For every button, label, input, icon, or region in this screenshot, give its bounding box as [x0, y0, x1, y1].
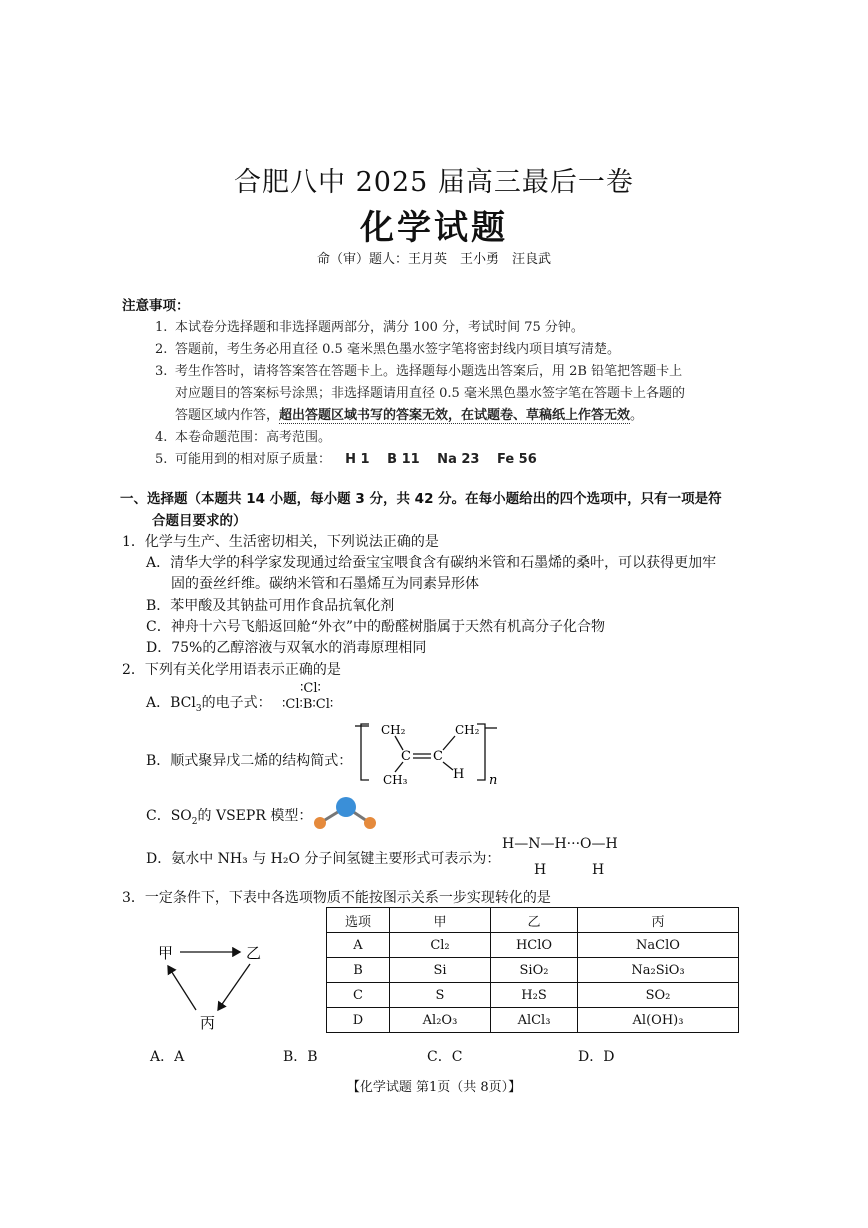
ch3-group: CH₃	[383, 773, 408, 787]
atomic-masses: H 1 B 11 Na 23 Fe 56	[345, 452, 537, 467]
section-heading-line1: 一、选择题（本题共 14 小题，每小题 3 分，共 42 分。在每小题给出的四个选项中，只有一项是符	[120, 491, 722, 507]
q3-option-b: B．B	[283, 1049, 318, 1065]
table-cell: D	[327, 1008, 390, 1033]
subject-title: 化学试题	[360, 208, 508, 248]
table-row	[327, 1008, 739, 1033]
q2-stem: 2．下列有关化学用语表示正确的是	[122, 662, 341, 678]
node-bing: 丙	[200, 1014, 216, 1032]
q2-option-d: D．氨水中 NH₃ 与 H₂O 分子间氢键主要形式可表示为：	[146, 851, 501, 867]
node-yi: 乙	[246, 944, 262, 962]
q1-stem: 1．化学与生产、生活密切相关，下列说法正确的是	[122, 534, 439, 550]
q2-option-a	[146, 692, 272, 714]
lewis-top: ∶Cl∶	[300, 681, 321, 696]
bcl3-lewis-structure	[282, 681, 334, 713]
note-num: 4.	[155, 430, 168, 445]
table-cell: Al₂O₃	[390, 1008, 491, 1033]
table-header: 甲	[390, 908, 491, 933]
node-jia: 甲	[158, 944, 174, 962]
exam-title: 合肥八中 2025 届高三最后一卷	[234, 167, 634, 198]
table-header-row	[327, 908, 739, 933]
o-bottom-h: H	[592, 862, 605, 878]
table-row	[327, 983, 739, 1008]
note-4	[155, 426, 331, 445]
table-row	[327, 933, 739, 958]
note-num: 5.	[155, 452, 168, 467]
table-cell: Cl₂	[390, 933, 491, 958]
note-num: 2.	[155, 342, 168, 357]
lewis-middle: ∶Cl∶B∶Cl∶	[282, 697, 334, 712]
table-header: 丙	[578, 908, 739, 933]
q1-option-a: A．清华大学的科学家发现通过给蚕宝宝喂食含有碳纳米管和石墨烯的桑叶，可以获得更加牢	[146, 555, 717, 571]
q3-option-d: D．D	[578, 1049, 615, 1065]
authors-line: 命（审）题人：王月英 王小勇 汪良武	[316, 252, 551, 267]
carbon-left: C	[401, 749, 411, 764]
notes-heading: 注意事项：	[122, 298, 190, 314]
ch2-left: CH₂	[381, 723, 406, 737]
option-text: 的电子式：	[201, 695, 272, 711]
note-text: 。	[630, 408, 644, 423]
table-cell: HClO	[491, 933, 578, 958]
note-text: 本试卷分选择题和非选择题两部分，满分 100 分，考试时间 75 分钟。	[175, 320, 584, 335]
table-cell: Na₂SiO₃	[578, 958, 739, 983]
table-cell: NaClO	[578, 933, 739, 958]
table-cell: SiO₂	[491, 958, 578, 983]
formula: SO	[170, 808, 192, 824]
repeat-n: n	[489, 773, 498, 788]
carbon-right: C	[433, 749, 443, 764]
note-3-line2: 对应题目的答案标号涂黑；非选择题请用直径 0.5 毫米黑色墨水签字笔在答题卡上各题的	[175, 386, 685, 401]
table-cell: H₂S	[491, 983, 578, 1008]
note-text: 考生作答时，请将答案答在答题卡上。选择题每小题选出答案后，用 2B 铅笔把答题卡上	[175, 364, 683, 379]
option-text: 的 VSEPR 模型：	[197, 808, 313, 824]
note-text: 本卷命题范围：高考范围。	[175, 430, 332, 445]
note-2	[155, 338, 620, 357]
note-text: 答题前，考生务必用直径 0.5 毫米黑色墨水签字笔将密封线内项目填写清楚。	[175, 342, 620, 357]
table-cell: SO₂	[578, 983, 739, 1008]
n-bottom-h: H	[534, 862, 547, 878]
hydrogen-bond-chain: H—N—H···O—H	[502, 836, 618, 852]
q1-option-b: B．苯甲酸及其钠盐可用作食品抗氧化剂	[146, 598, 395, 614]
note-3-line1	[155, 360, 682, 379]
table-cell: A	[327, 933, 390, 958]
sulfur-atom	[336, 797, 356, 817]
note-num: 3.	[155, 364, 168, 379]
q1-option-d: D．75%的乙醇溶液与双氧水的消毒原理相同	[146, 640, 427, 656]
table-cell: AlCl₃	[491, 1008, 578, 1033]
so2-vsepr-model	[310, 793, 380, 831]
polyisoprene-structure	[355, 716, 515, 788]
q1-option-a-cont: 固的蚕丝纤维。碳纳米管和石墨烯互为同素异形体	[171, 576, 479, 592]
q3-option-c: C．C	[427, 1049, 463, 1065]
q2-option-b: B．顺式聚异戊二烯的结构简式：	[146, 753, 353, 769]
table-header: 选项	[327, 908, 390, 933]
note-emphasis: 超出答题区域书写的答案无效，在试题卷、草稿纸上作答无效	[279, 408, 631, 423]
table-cell: B	[327, 958, 390, 983]
table-cell: Si	[390, 958, 491, 983]
table-row	[327, 958, 739, 983]
q1-option-c: C．神舟十六号飞船返回舱“外衣”中的酚醛树脂属于天然有机高分子化合物	[146, 619, 606, 635]
note-text: 可能用到的相对原子质量：	[175, 452, 332, 467]
note-1	[155, 316, 584, 335]
oxygen-atom	[364, 817, 376, 829]
oxygen-atom	[314, 817, 326, 829]
arrow-yi-bing	[218, 964, 250, 1010]
q3-table	[326, 907, 739, 1033]
ch2-right: CH₂	[455, 723, 480, 737]
formula: BCl	[170, 695, 196, 711]
note-3-line3	[175, 404, 643, 423]
section-heading-line2: 合题目要求的）	[152, 513, 247, 529]
note-num: 1.	[155, 320, 168, 335]
q2-option-c	[146, 805, 312, 827]
hydrogen: H	[453, 767, 465, 782]
table-cell: Al(OH)₃	[578, 1008, 739, 1033]
note-text: 答题区域内作答，	[175, 408, 280, 423]
left-bracket	[361, 724, 369, 780]
q3-stem: 3．一定条件下，下表中各选项物质不能按图示关系一步实现转化的是	[122, 890, 551, 906]
arrow-bing-jia	[168, 966, 196, 1010]
table-cell: S	[390, 983, 491, 1008]
table-cell: C	[327, 983, 390, 1008]
option-letter: A．	[146, 695, 171, 711]
q3-option-a: A．A	[150, 1049, 185, 1065]
subscript: 3	[195, 703, 202, 714]
table-header: 乙	[491, 908, 578, 933]
page-footer: 【化学试题 第1页（共 8页）】	[346, 1080, 522, 1095]
conversion-diagram	[150, 940, 280, 1035]
note-5	[155, 448, 537, 467]
subscript: 2	[191, 816, 198, 827]
option-letter: C．	[146, 808, 171, 824]
